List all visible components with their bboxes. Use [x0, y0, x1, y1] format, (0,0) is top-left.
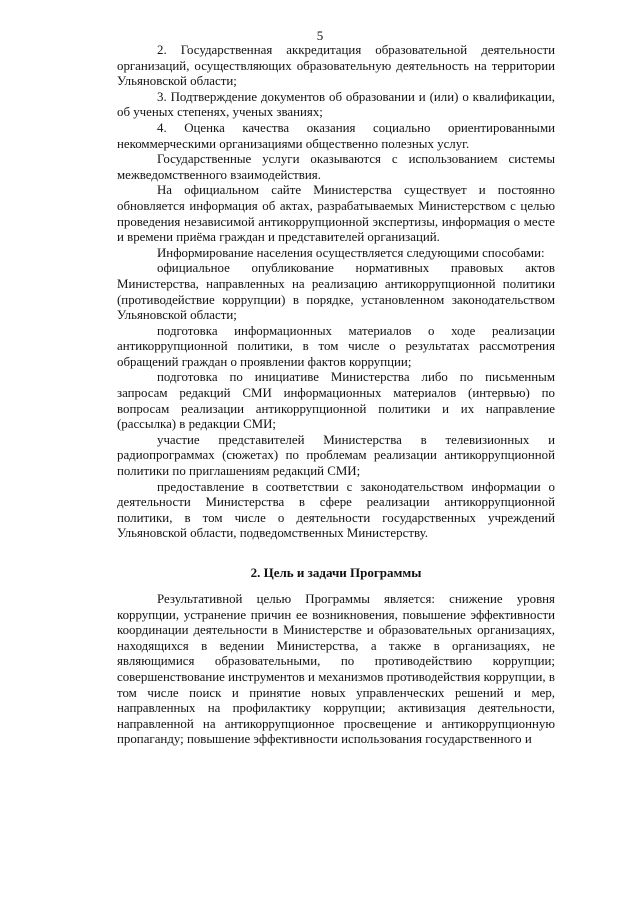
paragraph-item-accreditation: 2. Государственная аккредитация образовательной деятельности организаций, осуществляющих образовательную деятельность на территории Ульяновской области;	[117, 43, 555, 89]
page-number: 5	[316, 28, 324, 43]
paragraph-informing-intro: Информирование населения осуществляется следующими способами:	[157, 245, 545, 260]
paragraph-media-requests: подготовка по инициативе Министерства либо по письменным запросам редакций СМИ информационных материалов (интервью) по вопросам реализации антикоррупционной политики и их направление (рассылка) в редакции СМИ;	[117, 370, 555, 432]
paragraph-information-materials: подготовка информационных материалов о ходе реализации антикоррупционной политики, в том числе о результатах рассмотрения обращений граждан о проявлении фактов коррупции;	[117, 323, 555, 369]
paragraph-program-goal: Результативной целью Программы является: снижение уровня коррупции, устранение причин ее возникновения, повышение эффективности координации деятельности в Министерстве и образовательных организациях, находящихся в ведении Министерства, а также в организациях, не являющимися образовательными, по противодействию коррупции; совершенствование инструментов и механизмов противодействия коррупции, в том числе поиск и принятие новых управленческих решений и мер, направленных на профилактику коррупции; активизация деятельности, направленной на антикоррупционное просвещение и антикоррупционную пропаганду; повышение эффективности использования государственного и	[117, 592, 555, 747]
paragraph-item-document-confirmation: 3. Подтверждение документов об образовании и (или) о квалификации, об ученых степенях, ученых званиях;	[117, 89, 555, 120]
paragraph-interagency: Государственные услуги оказываются с использованием системы межведомственного взаимодействия.	[117, 152, 555, 182]
paragraph-tv-radio: участие представителей Министерства в телевизионных и радиопрограммах (сюжетах) по проблемам реализации антикоррупционной политики по приглашениям редакций СМИ;	[117, 432, 555, 479]
section-heading: 2. Цель и задачи Программы	[250, 565, 422, 580]
document-body	[117, 43, 555, 748]
paragraph-official-site: На официальном сайте Министерства существует и постоянно обновляется информация об актах, разрабатываемых Министерством с целью проведения независимой антикоррупционной экспертизы, информация о месте и времени приёма граждан и представителей организаций.	[117, 183, 555, 245]
paragraph-provision-information: предоставление в соответствии с законодательством информации о деятельности Министерства в сфере реализации антикоррупционной политики, в том числе о деятельности государственных учреждений Ульяновской области, подведомственных Министерству.	[117, 479, 555, 541]
paragraph-official-publication: официальное опубликование нормативных правовых актов Министерства, направленных на реализацию антикоррупционной политики (противодействие коррупции) в порядке, установленном законодательством Ульяновской области;	[117, 261, 555, 323]
paragraph-item-quality-assessment: 4. Оценка качества оказания социально ориентированными некоммерческими организациями общественно полезных услуг.	[117, 120, 555, 151]
